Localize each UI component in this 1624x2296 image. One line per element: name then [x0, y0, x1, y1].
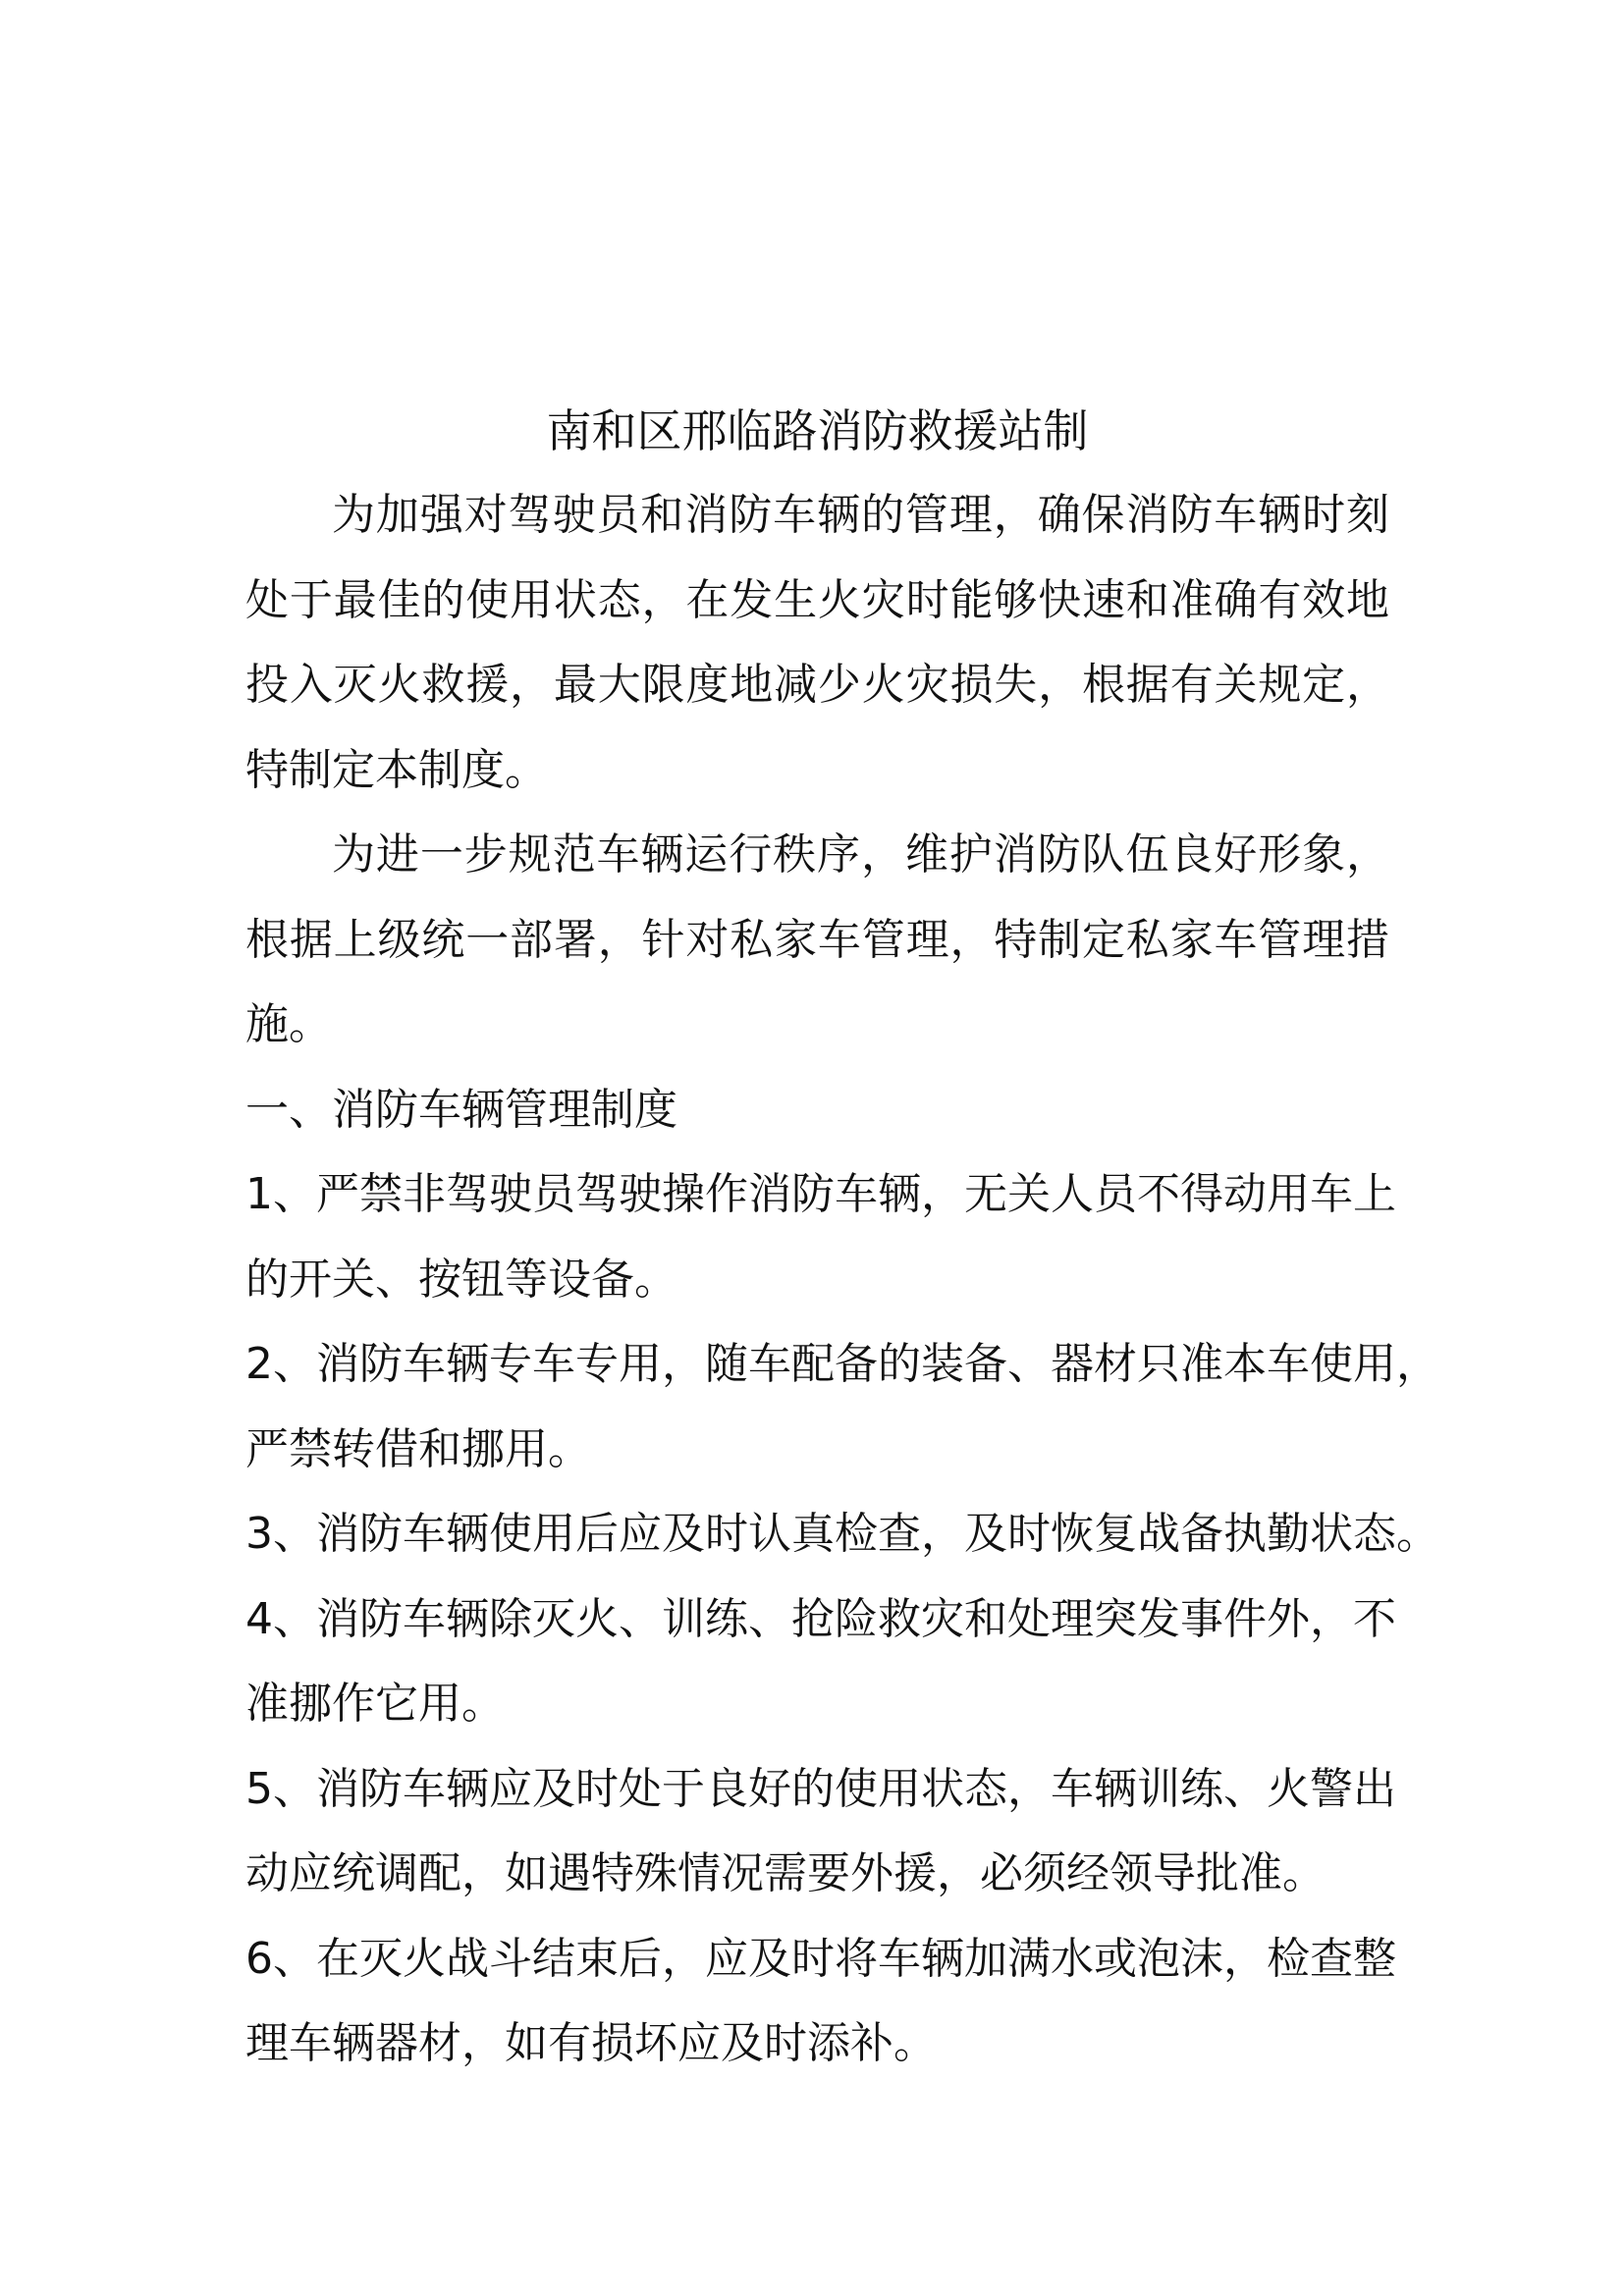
- rule-item-4: [245, 1577, 1396, 1747]
- section-heading: 一、消防车辆管理制度: [245, 1084, 677, 1135]
- intro-paragraph-2: 为进一步规范车辆运行秩序，维护消防队伍良好形象，根据上级统一部署，针对私家车管理，特制定私家车管理措施。: [245, 829, 1389, 1049]
- rule-item-5: [245, 1747, 1396, 1917]
- rule-item-2: [245, 1322, 1439, 1492]
- rule-line: 5、消防车辆应及时处于良好的使用状态，车辆训练、火警出: [245, 1763, 1396, 1814]
- rule-line: 准挪作它用。: [245, 1679, 505, 1729]
- rule-line: 4、消防车辆除灭火、训练、抢险救灾和处理突发事件外，不: [245, 1593, 1396, 1644]
- rule-line: 严禁转借和挪用。: [245, 1423, 591, 1474]
- rule-item-3: [245, 1492, 1439, 1577]
- intro-paragraph-1: 为加强对驾驶员和消防车辆的管理，确保消防车辆时刻处于最佳的使用状态，在发生火灾时能够快速和准确有效地投入灭火救援，最大限度地减少火灾损失，根据有关规定，特制定本制度。: [245, 490, 1389, 795]
- rule-line: 的开关、按钮等设备。: [245, 1254, 677, 1305]
- rule-line: 理车辆器材，如有损坏应及时添补。: [245, 2018, 937, 2068]
- rule-item-6: [245, 1917, 1396, 2087]
- rule-line: 3、消防车辆使用后应及时认真检查，及时恢复战备执勤状态。: [245, 1509, 1439, 1559]
- rule-line: 动应统调配，如遇特殊情况需要外援，必须经领导批准。: [245, 1848, 1326, 1898]
- document-title: 南和区邢临路消防救援站制: [546, 404, 1089, 457]
- rule-line: 1、严禁非驾驶员驾驶操作消防车辆，无关人员不得动用车上: [245, 1169, 1396, 1219]
- rule-line: 2、消防车辆专车专用，随车配备的装备、器材只准本车使用，: [245, 1339, 1439, 1389]
- rule-item-1: [245, 1152, 1396, 1322]
- rule-line: 6、在灭火战斗结束后，应及时将车辆加满水或泡沫，检查整: [245, 1933, 1396, 1984]
- document-body: [245, 389, 1439, 2087]
